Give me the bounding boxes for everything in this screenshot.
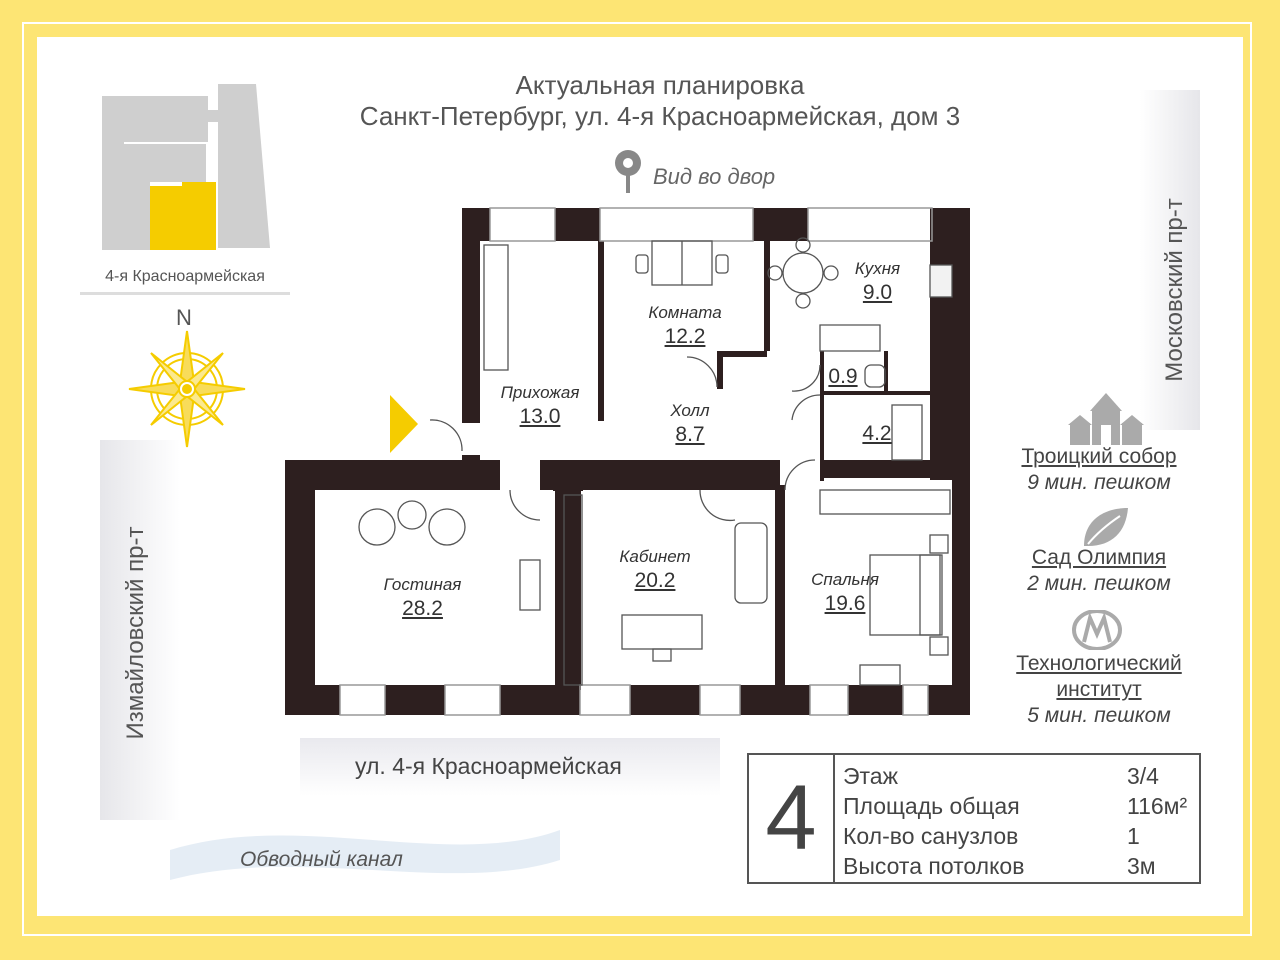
- room-bedroom: Спальня 19.6: [811, 570, 879, 615]
- street-label-right: Московский пр-т: [1161, 198, 1188, 382]
- room-bath: 4.2: [862, 422, 892, 445]
- locator-street-label: 4-я Красноармейская: [80, 268, 290, 295]
- street-label-left: Измайловский пр-т: [122, 526, 149, 740]
- room-hall: Холл 8.7: [670, 401, 710, 446]
- plan-title: Актуальная планировка: [515, 70, 805, 100]
- info-row-area: Площадь общая 116м²: [843, 793, 1188, 819]
- street-label-bottom: ул. 4-я Красноармейская: [355, 753, 622, 779]
- building-locator-map: [100, 82, 272, 252]
- room-hallway: Прихожая 13.0: [500, 383, 580, 428]
- poi-olympia-garden: Сад Олимпия 2 мин. пешком: [1027, 546, 1171, 595]
- entrance-arrow-icon: [390, 395, 420, 453]
- info-row-floor: Этаж 3/4: [843, 763, 1159, 789]
- canal-label: Обводный канал: [240, 848, 403, 871]
- room-komnata: Комната 12.2: [648, 303, 722, 348]
- leaf-icon: [1080, 506, 1130, 548]
- room-living: Гостиная 28.2: [383, 575, 462, 620]
- apartment-info-table: [747, 753, 1201, 884]
- info-row-bathrooms: Кол-во санузлов 1: [843, 823, 1140, 849]
- metro-icon: [1072, 610, 1122, 650]
- poi-tech-institute: Технологический институт 5 мин. пешком: [1016, 652, 1182, 727]
- plan-address: Санкт-Петербург, ул. 4-я Красноармейская, дом 3: [359, 101, 961, 131]
- location-pin-icon: [613, 149, 643, 197]
- view-label: Вид во двор: [653, 164, 776, 189]
- apartment-number: 4: [749, 755, 835, 882]
- compass-rose-icon: [128, 330, 246, 448]
- church-icon: [1068, 393, 1144, 445]
- room-kitchen: Кухня 9.0: [854, 259, 901, 304]
- info-row-ceiling: Высота потолков 3м: [843, 853, 1156, 879]
- room-wc: 0.9: [828, 365, 858, 388]
- room-study: Кабинет 20.2: [619, 547, 691, 592]
- poi-trinity-cathedral: Троицкий собор 9 мин. пешком: [1021, 445, 1177, 494]
- compass-north-label: N: [176, 305, 192, 330]
